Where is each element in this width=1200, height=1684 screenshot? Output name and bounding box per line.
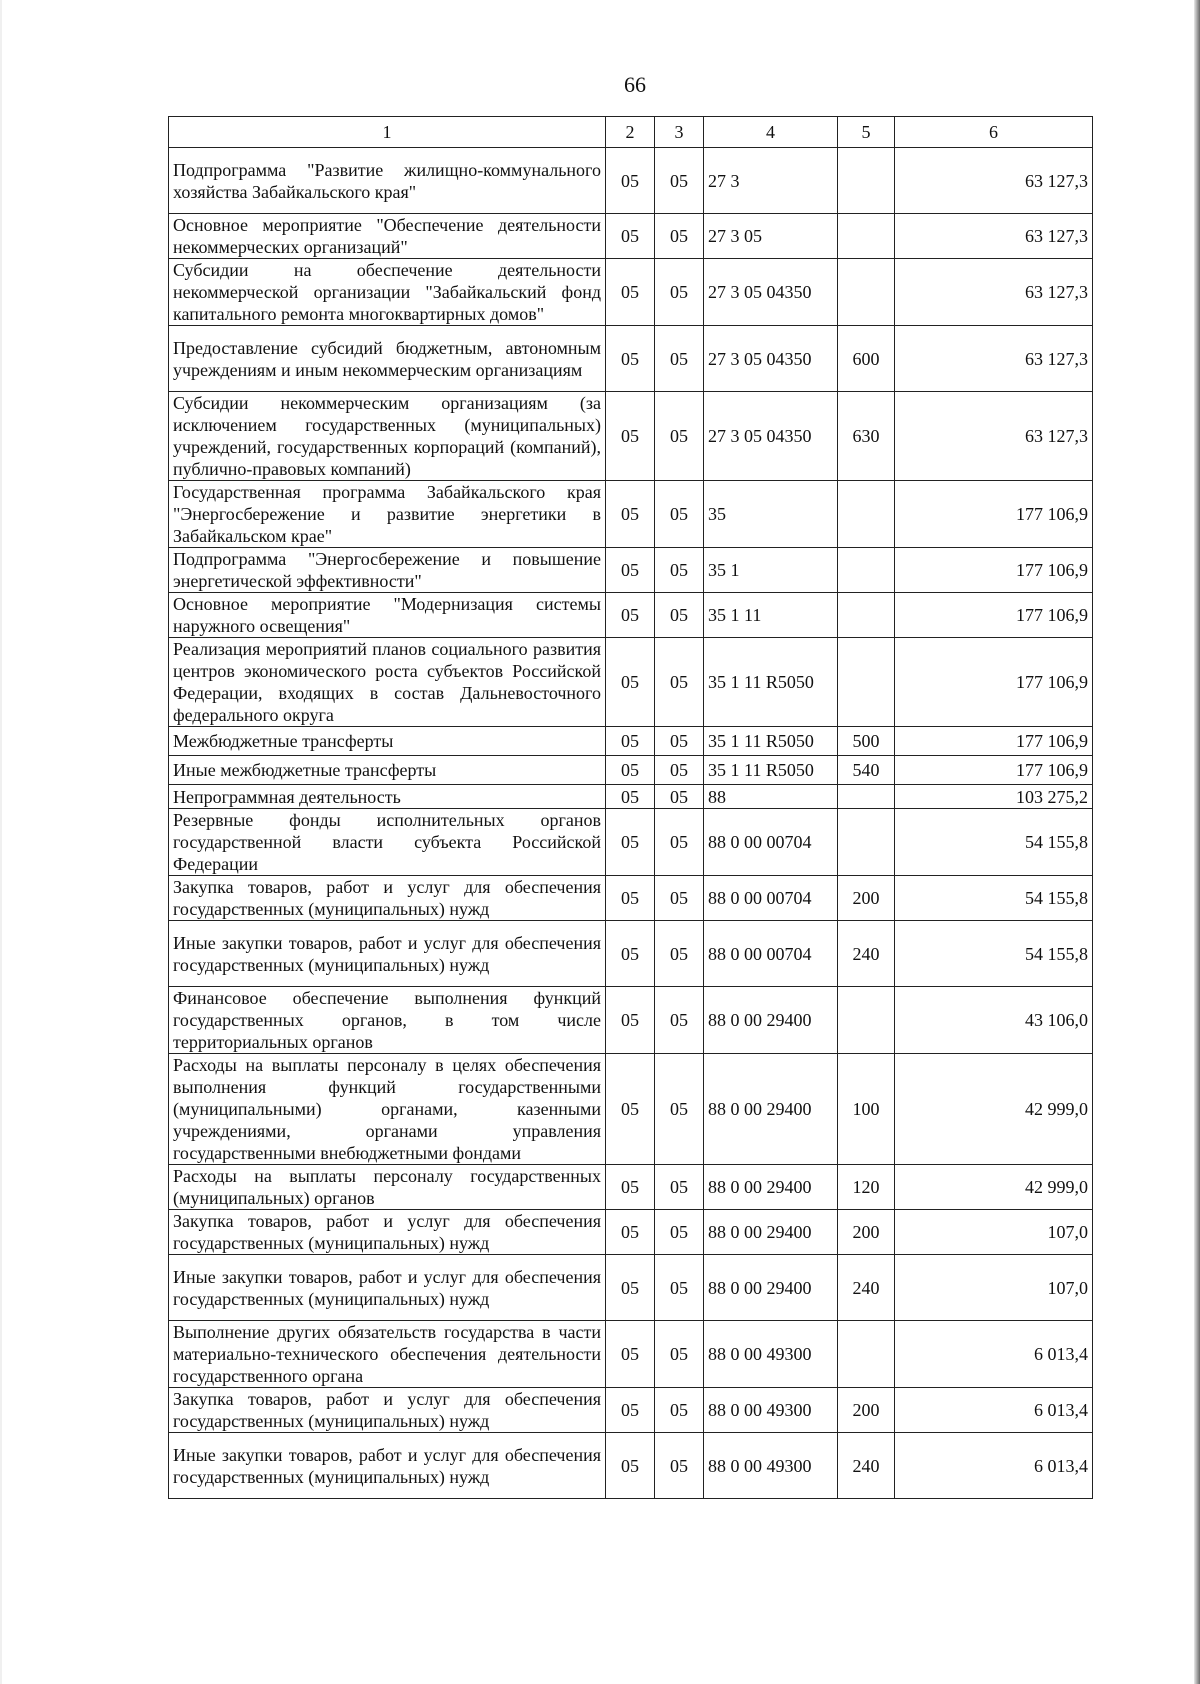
row-expense-type-cell: 200 xyxy=(838,1388,895,1433)
row-section-cell: 05 xyxy=(606,548,655,593)
budget-table xyxy=(168,116,1093,1499)
row-target-code-cell: 27 3 05 xyxy=(704,214,838,259)
row-section-cell: 05 xyxy=(606,638,655,727)
row-name-cell: Иные закупки товаров, работ и услуг для обеспечения государственных (муниципальных) нужд xyxy=(169,921,606,987)
row-subsection-cell: 05 xyxy=(655,987,704,1054)
row-amount-cell: 177 106,9 xyxy=(895,593,1093,638)
row-section-cell: 05 xyxy=(606,785,655,809)
row-name-cell: Предоставление субсидий бюджетным, автономным учреждениям и иным некоммерческим организациям xyxy=(169,326,606,392)
row-expense-type-cell: 120 xyxy=(838,1165,895,1210)
row-section-cell: 05 xyxy=(606,809,655,876)
row-subsection-cell: 05 xyxy=(655,593,704,638)
row-amount-cell: 107,0 xyxy=(895,1255,1093,1321)
row-expense-type-cell xyxy=(838,548,895,593)
table-row xyxy=(169,727,1093,756)
row-section-cell: 05 xyxy=(606,148,655,214)
row-amount-cell: 177 106,9 xyxy=(895,638,1093,727)
header-col-5: 5 xyxy=(838,117,895,148)
row-amount-cell: 63 127,3 xyxy=(895,214,1093,259)
table-row xyxy=(169,593,1093,638)
row-target-code-cell: 27 3 05 04350 xyxy=(704,326,838,392)
row-amount-cell: 63 127,3 xyxy=(895,259,1093,326)
row-section-cell: 05 xyxy=(606,1255,655,1321)
row-name-cell: Субсидии на обеспечение деятельности некоммерческой организации "Забайкальский фонд капитального ремонта многоквартирных домов" xyxy=(169,259,606,326)
row-name-cell: Выполнение других обязательств государства в части материально-технического обеспечения деятельности государственного органа xyxy=(169,1321,606,1388)
row-target-code-cell: 35 1 xyxy=(704,548,838,593)
row-amount-cell: 177 106,9 xyxy=(895,548,1093,593)
row-amount-cell: 63 127,3 xyxy=(895,392,1093,481)
row-section-cell: 05 xyxy=(606,987,655,1054)
table-row xyxy=(169,921,1093,987)
row-subsection-cell: 05 xyxy=(655,809,704,876)
row-expense-type-cell: 540 xyxy=(838,756,895,785)
row-section-cell: 05 xyxy=(606,259,655,326)
row-expense-type-cell xyxy=(838,481,895,548)
row-target-code-cell: 88 0 00 29400 xyxy=(704,1255,838,1321)
table-row xyxy=(169,1433,1093,1499)
row-subsection-cell: 05 xyxy=(655,638,704,727)
row-name-cell: Субсидии некоммерческим организациям (за исключением государственных (муниципальных) учреждений, государственных корпораций (компаний), публично-правовых компаний) xyxy=(169,392,606,481)
row-target-code-cell: 88 0 00 00704 xyxy=(704,876,838,921)
row-target-code-cell: 35 1 11 xyxy=(704,593,838,638)
row-expense-type-cell xyxy=(838,987,895,1054)
table-body xyxy=(169,148,1093,1499)
row-amount-cell: 177 106,9 xyxy=(895,727,1093,756)
row-target-code-cell: 88 0 00 49300 xyxy=(704,1433,838,1499)
row-amount-cell: 43 106,0 xyxy=(895,987,1093,1054)
row-amount-cell: 63 127,3 xyxy=(895,326,1093,392)
table-row xyxy=(169,1255,1093,1321)
row-expense-type-cell: 200 xyxy=(838,1210,895,1255)
row-name-cell: Иные закупки товаров, работ и услуг для обеспечения государственных (муниципальных) нужд xyxy=(169,1433,606,1499)
row-name-cell: Закупка товаров, работ и услуг для обеспечения государственных (муниципальных) нужд xyxy=(169,1388,606,1433)
header-col-6: 6 xyxy=(895,117,1093,148)
row-expense-type-cell: 240 xyxy=(838,1433,895,1499)
row-section-cell: 05 xyxy=(606,214,655,259)
row-subsection-cell: 05 xyxy=(655,326,704,392)
header-col-3: 3 xyxy=(655,117,704,148)
row-target-code-cell: 27 3 xyxy=(704,148,838,214)
row-expense-type-cell xyxy=(838,785,895,809)
row-subsection-cell: 05 xyxy=(655,1388,704,1433)
row-subsection-cell: 05 xyxy=(655,876,704,921)
row-section-cell: 05 xyxy=(606,727,655,756)
row-subsection-cell: 05 xyxy=(655,1321,704,1388)
row-expense-type-cell: 200 xyxy=(838,876,895,921)
row-subsection-cell: 05 xyxy=(655,1433,704,1499)
row-section-cell: 05 xyxy=(606,593,655,638)
row-expense-type-cell xyxy=(838,638,895,727)
table-row xyxy=(169,392,1093,481)
header-col-2: 2 xyxy=(606,117,655,148)
row-section-cell: 05 xyxy=(606,1388,655,1433)
row-name-cell: Подпрограмма "Развитие жилищно-коммунального хозяйства Забайкальского края" xyxy=(169,148,606,214)
row-expense-type-cell xyxy=(838,1321,895,1388)
row-subsection-cell: 05 xyxy=(655,1165,704,1210)
table-row xyxy=(169,326,1093,392)
row-target-code-cell: 88 xyxy=(704,785,838,809)
table-row xyxy=(169,756,1093,785)
table-row xyxy=(169,809,1093,876)
row-amount-cell: 42 999,0 xyxy=(895,1165,1093,1210)
row-expense-type-cell: 500 xyxy=(838,727,895,756)
row-subsection-cell: 05 xyxy=(655,921,704,987)
row-subsection-cell: 05 xyxy=(655,481,704,548)
row-name-cell: Финансовое обеспечение выполнения функций государственных органов, в том числе территориальных органов xyxy=(169,987,606,1054)
row-name-cell: Расходы на выплаты персоналу государственных (муниципальных) органов xyxy=(169,1165,606,1210)
scan-edge-left xyxy=(0,0,2,1684)
row-subsection-cell: 05 xyxy=(655,548,704,593)
row-name-cell: Межбюджетные трансферты xyxy=(169,727,606,756)
row-name-cell: Основное мероприятие "Модернизация системы наружного освещения" xyxy=(169,593,606,638)
row-section-cell: 05 xyxy=(606,1321,655,1388)
row-subsection-cell: 05 xyxy=(655,1210,704,1255)
page-number: 66 xyxy=(624,72,646,97)
header-col-1: 1 xyxy=(169,117,606,148)
row-subsection-cell: 05 xyxy=(655,785,704,809)
row-subsection-cell: 05 xyxy=(655,214,704,259)
table-row xyxy=(169,785,1093,809)
row-target-code-cell: 88 0 00 29400 xyxy=(704,1054,838,1165)
table-row xyxy=(169,548,1093,593)
row-section-cell: 05 xyxy=(606,876,655,921)
row-amount-cell: 54 155,8 xyxy=(895,921,1093,987)
row-target-code-cell: 35 1 11 R5050 xyxy=(704,638,838,727)
row-subsection-cell: 05 xyxy=(655,259,704,326)
row-name-cell: Иные закупки товаров, работ и услуг для обеспечения государственных (муниципальных) нужд xyxy=(169,1255,606,1321)
row-target-code-cell: 35 1 11 R5050 xyxy=(704,727,838,756)
row-section-cell: 05 xyxy=(606,481,655,548)
row-subsection-cell: 05 xyxy=(655,727,704,756)
table-row xyxy=(169,148,1093,214)
row-amount-cell: 54 155,8 xyxy=(895,876,1093,921)
table-row xyxy=(169,987,1093,1054)
table-row xyxy=(169,481,1093,548)
row-section-cell: 05 xyxy=(606,1054,655,1165)
table-row xyxy=(169,214,1093,259)
row-target-code-cell: 88 0 00 29400 xyxy=(704,987,838,1054)
row-name-cell: Государственная программа Забайкальского края "Энергосбережение и развитие энергетики в Забайкальском крае" xyxy=(169,481,606,548)
row-expense-type-cell xyxy=(838,809,895,876)
row-target-code-cell: 88 0 00 49300 xyxy=(704,1321,838,1388)
row-expense-type-cell: 240 xyxy=(838,1255,895,1321)
row-amount-cell: 177 106,9 xyxy=(895,756,1093,785)
table-header xyxy=(169,117,1093,148)
row-subsection-cell: 05 xyxy=(655,756,704,785)
row-expense-type-cell: 100 xyxy=(838,1054,895,1165)
row-section-cell: 05 xyxy=(606,392,655,481)
row-expense-type-cell xyxy=(838,593,895,638)
row-expense-type-cell xyxy=(838,148,895,214)
table-row xyxy=(169,638,1093,727)
row-target-code-cell: 35 xyxy=(704,481,838,548)
row-subsection-cell: 05 xyxy=(655,148,704,214)
row-amount-cell: 107,0 xyxy=(895,1210,1093,1255)
row-target-code-cell: 27 3 05 04350 xyxy=(704,392,838,481)
table-row xyxy=(169,876,1093,921)
row-expense-type-cell: 240 xyxy=(838,921,895,987)
row-target-code-cell: 88 0 00 00704 xyxy=(704,921,838,987)
row-section-cell: 05 xyxy=(606,756,655,785)
row-target-code-cell: 27 3 05 04350 xyxy=(704,259,838,326)
row-amount-cell: 103 275,2 xyxy=(895,785,1093,809)
row-name-cell: Расходы на выплаты персоналу в целях обеспечения выполнения функций государственными (муниципальными) органами, казенными учреждениями, органами управления государственными внебюджетными фондами xyxy=(169,1054,606,1165)
row-section-cell: 05 xyxy=(606,1165,655,1210)
table-row xyxy=(169,1210,1093,1255)
header-row xyxy=(169,117,1093,148)
row-expense-type-cell xyxy=(838,214,895,259)
row-target-code-cell: 35 1 11 R5050 xyxy=(704,756,838,785)
row-name-cell: Основное мероприятие "Обеспечение деятельности некоммерческих организаций" xyxy=(169,214,606,259)
row-name-cell: Непрограммная деятельность xyxy=(169,785,606,809)
row-name-cell: Подпрограмма "Энергосбережение и повышение энергетической эффективности" xyxy=(169,548,606,593)
row-amount-cell: 6 013,4 xyxy=(895,1321,1093,1388)
row-amount-cell: 42 999,0 xyxy=(895,1054,1093,1165)
row-subsection-cell: 05 xyxy=(655,1054,704,1165)
scan-edge-right xyxy=(1194,0,1200,1684)
row-subsection-cell: 05 xyxy=(655,392,704,481)
row-expense-type-cell: 600 xyxy=(838,326,895,392)
row-section-cell: 05 xyxy=(606,1210,655,1255)
row-target-code-cell: 88 0 00 49300 xyxy=(704,1388,838,1433)
row-section-cell: 05 xyxy=(606,921,655,987)
row-section-cell: 05 xyxy=(606,326,655,392)
row-section-cell: 05 xyxy=(606,1433,655,1499)
table-row xyxy=(169,1321,1093,1388)
row-name-cell: Резервные фонды исполнительных органов государственной власти субъекта Российской Федерации xyxy=(169,809,606,876)
row-amount-cell: 6 013,4 xyxy=(895,1388,1093,1433)
table-row xyxy=(169,1388,1093,1433)
row-amount-cell: 6 013,4 xyxy=(895,1433,1093,1499)
row-name-cell: Закупка товаров, работ и услуг для обеспечения государственных (муниципальных) нужд xyxy=(169,876,606,921)
row-name-cell: Реализация мероприятий планов социального развития центров экономического роста субъектов Российской Федерации, входящих в состав Дальневосточного федерального округа xyxy=(169,638,606,727)
row-amount-cell: 63 127,3 xyxy=(895,148,1093,214)
row-expense-type-cell: 630 xyxy=(838,392,895,481)
row-name-cell: Закупка товаров, работ и услуг для обеспечения государственных (муниципальных) нужд xyxy=(169,1210,606,1255)
row-target-code-cell: 88 0 00 00704 xyxy=(704,809,838,876)
header-col-4: 4 xyxy=(704,117,838,148)
row-target-code-cell: 88 0 00 29400 xyxy=(704,1165,838,1210)
row-target-code-cell: 88 0 00 29400 xyxy=(704,1210,838,1255)
row-subsection-cell: 05 xyxy=(655,1255,704,1321)
row-expense-type-cell xyxy=(838,259,895,326)
table-row xyxy=(169,1054,1093,1165)
row-amount-cell: 54 155,8 xyxy=(895,809,1093,876)
row-name-cell: Иные межбюджетные трансферты xyxy=(169,756,606,785)
table-row xyxy=(169,1165,1093,1210)
table-row xyxy=(169,259,1093,326)
row-amount-cell: 177 106,9 xyxy=(895,481,1093,548)
